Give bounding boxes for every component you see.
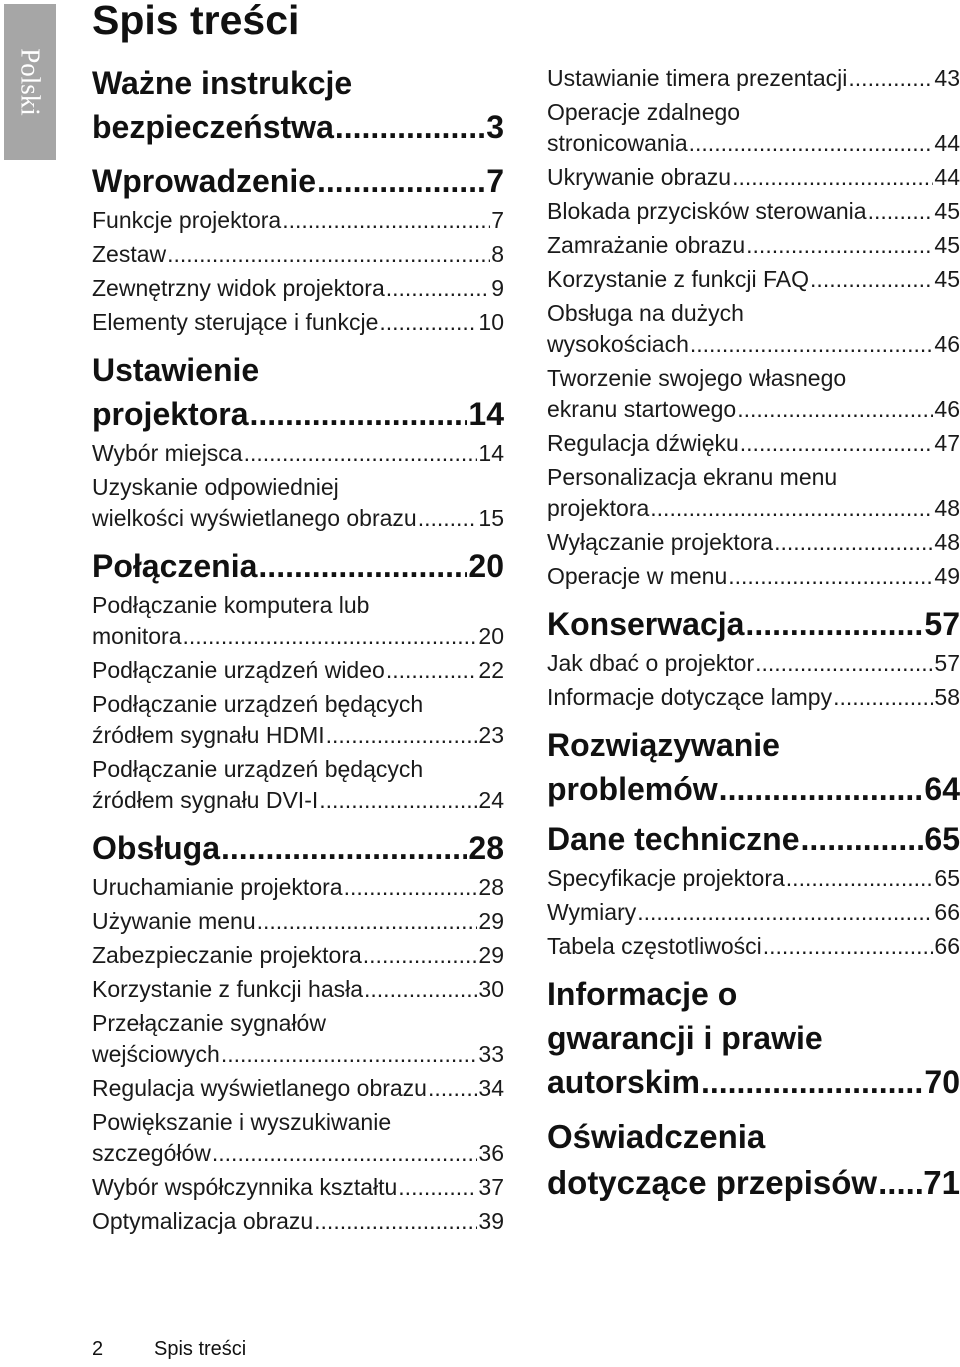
toc-title: Zabezpieczanie projektora [92,942,362,968]
toc-title: projektora [547,495,650,521]
toc-page-number: 44 [934,130,960,156]
toc-title: szczegółów [92,1140,211,1166]
toc-title-line: Ustawienie [92,352,260,388]
dot-leader [258,544,467,588]
dot-leader [182,621,477,652]
toc-section-dane-techniczne[interactable] [547,817,960,861]
toc-title: Ukrywanie obrazu [547,164,732,190]
toc-section-projektora[interactable] [92,348,504,436]
toc-page-number: 15 [478,505,504,531]
dot-leader [637,897,933,928]
toc-left-column [92,61,504,1237]
toc-page-number: 45 [934,198,960,224]
toc-page-number: 71 [923,1164,960,1201]
toc-entry-uzywanie-menu[interactable] [92,906,504,937]
dot-leader [418,503,478,534]
toc-title-line: Podłączanie urządzeń będących [92,756,424,782]
dot-leader [363,940,478,971]
language-tab-label: Polski [15,48,46,116]
toc-entry-operacje-w-menu[interactable] [547,561,960,592]
toc-title: Informacje dotyczące lampy [547,684,833,710]
toc-title-line: Podłączanie komputera lub [92,592,370,618]
toc-entry-wysokosciach[interactable] [547,298,960,360]
toc-title: źródłem sygnału HDMI [92,722,325,748]
dot-leader [745,602,923,646]
toc-page-number: 46 [934,396,960,422]
toc-entry-wymiary[interactable] [547,897,960,928]
toc-title: Blokada przycisków sterowania [547,198,867,224]
toc-entry-tabela-czestotliwosci[interactable] [547,931,960,962]
toc-title: wielkości wyświetlanego obrazu [92,505,417,531]
dot-leader [244,438,478,469]
toc-page-number: 44 [934,164,960,190]
toc-page-number: 14 [478,440,504,466]
toc-section-polaczenia[interactable] [92,544,504,588]
toc-entry-wylaczanie-projektora[interactable] [547,527,960,558]
toc-page-number: 24 [478,787,504,813]
dot-leader [763,931,934,962]
toc-title: źródłem sygnału DVI-I [92,787,319,813]
dot-leader [690,329,934,360]
toc-entry-zabezpieczanie-projektora[interactable] [92,940,504,971]
toc-section-wprowadzenie[interactable] [92,159,504,203]
dot-leader [701,1060,923,1104]
toc-title-line: Informacje o [547,976,738,1012]
toc-entry-uruchamianie-projektora[interactable] [92,872,504,903]
toc-page-number: 43 [934,65,960,91]
dot-leader [167,239,490,270]
toc-page-number: 45 [934,232,960,258]
toc-page-number: 29 [478,942,504,968]
toc-page-number: 3 [486,109,504,145]
toc-page-number: 20 [468,548,504,584]
footer-page-number: 2 [92,1338,104,1360]
dot-leader [732,162,933,193]
dot-leader [719,767,924,811]
toc-title: wejściowych [92,1041,220,1067]
toc-page-number: 64 [924,771,960,807]
toc-page-number: 36 [478,1140,504,1166]
dot-leader [689,128,934,159]
toc-entry-zewnetrzny-widok-projektora[interactable] [92,273,504,304]
toc-page-number: 65 [924,821,960,857]
toc-title-line: Przełączanie sygnałów [92,1010,326,1036]
toc-entry-zestaw[interactable] [92,239,504,270]
toc-entry-korzystanie-z-funkcji-hasla[interactable] [92,974,504,1005]
toc-section-bezpieczenstwa[interactable] [92,61,504,149]
toc-title: Uruchamianie projektora [92,874,343,900]
toc-title: Korzystanie z funkcji hasła [92,976,364,1002]
toc-entry-zrodlem-sygnalu-hdmi[interactable] [92,689,504,751]
toc-title: Jak dbać o projektor [547,650,755,676]
dot-leader [786,863,934,894]
toc-entry-zrodlem-sygnalu-dvi-i[interactable] [92,754,504,816]
toc-entry-projektora[interactable] [547,462,960,524]
toc-title: Funkcje projektora [92,207,282,233]
toc-title: Zestaw [92,241,167,267]
toc-entry-funkcje-projektora[interactable] [92,205,504,236]
toc-title: dotyczące przepisów [547,1164,878,1201]
toc-entry-stronicowania[interactable] [547,97,960,159]
toc-title: Obsługa [92,830,221,866]
dot-leader [774,527,933,558]
toc-title: Wybór współczynnika kształtu [92,1174,398,1200]
toc-entry-ekranu-startowego[interactable] [547,363,960,425]
language-tab [4,4,56,160]
toc-page-number: 48 [934,529,960,555]
toc-section-konserwacja[interactable] [547,602,960,646]
toc-title: monitora [92,623,182,649]
toc-title: Dane techniczne [547,821,800,857]
toc-title-line: Rozwiązywanie [547,727,780,763]
toc-page-number: 57 [934,650,960,676]
toc-entry-informacje-dotyczace-lampy[interactable] [547,682,960,713]
toc-title: Ustawianie timera prezentacji [547,65,848,91]
toc-entry-zamrazanie-obrazu[interactable] [547,230,960,261]
toc-entry-wybor-miejsca[interactable] [92,438,504,469]
toc-section-obsluga[interactable] [92,826,504,870]
toc-section-problemow[interactable] [547,723,960,811]
dot-leader [326,720,478,751]
toc-page-number: 47 [934,430,960,456]
toc-entry-jak-dbac-o-projektor[interactable] [547,648,960,679]
toc-page-number: 70 [924,1064,960,1100]
dot-leader [650,493,933,524]
toc-page-number: 14 [468,396,504,432]
toc-title: Korzystanie z funkcji FAQ [547,266,810,292]
toc-page-number: 20 [478,623,504,649]
toc-entry-wielkosci-wyswietlanego-obrazu[interactable] [92,472,504,534]
dot-leader [319,785,477,816]
toc-entry-elementy-sterujace-i-funkcje[interactable] [92,307,504,338]
toc-page-number: 28 [468,830,504,866]
toc-page-number: 33 [478,1041,504,1067]
toc-title: wysokościach [547,331,689,357]
toc-title: Konserwacja [547,606,745,642]
dot-leader [848,63,933,94]
dot-leader [221,826,467,870]
toc-title-line: Ważne instrukcje [92,65,353,101]
dot-leader [801,817,924,861]
toc-title-line: Operacje zdalnego [547,99,741,125]
toc-section-autorskim[interactable] [547,972,960,1104]
dot-leader [386,655,478,686]
toc-entry-regulacja-wyswietlanego-obrazu[interactable] [92,1073,504,1104]
dot-leader [317,159,485,203]
toc-page-number: 58 [934,684,960,710]
toc-title-line: Powiększanie i wyszukiwanie [92,1109,392,1135]
dot-leader [833,682,933,713]
dot-leader [868,196,934,227]
toc-page-number: 23 [478,722,504,748]
toc-page-number: 65 [934,865,960,891]
toc-entry-szczegolow[interactable] [92,1107,504,1169]
toc-entry-ukrywanie-obrazu[interactable] [547,162,960,193]
dot-leader [878,1160,922,1206]
toc-title: Operacje w menu [547,563,728,589]
toc-entry-korzystanie-z-funkcji-faq[interactable] [547,264,960,295]
dot-leader [398,1172,477,1203]
toc-title: Podłączanie urządzeń wideo [92,657,385,683]
toc-page-number: 66 [934,933,960,959]
toc-page-number: 66 [934,899,960,925]
toc-entry-blokada-przyciskow-sterowania[interactable] [547,196,960,227]
toc-page-number: 22 [478,657,504,683]
toc-page-number: 7 [491,207,504,233]
toc-page-number: 28 [478,874,504,900]
toc-page-number: 8 [491,241,504,267]
toc-section-dotyczace-przepisow[interactable] [547,1114,960,1206]
toc-title: Specyfikacje projektora [547,865,785,891]
dot-leader [314,1206,477,1237]
dot-leader [740,428,934,459]
toc-page-number: 10 [478,309,504,335]
toc-title: Regulacja wyświetlanego obrazu [92,1075,427,1101]
toc-entry-wejsciowych[interactable] [92,1008,504,1070]
toc-page-number: 45 [934,266,960,292]
toc-entry-monitora[interactable] [92,590,504,652]
toc-entry-podlaczanie-urzadzen-wideo[interactable] [92,655,504,686]
dot-leader [379,307,477,338]
toc-page-number: 46 [934,331,960,357]
toc-entry-specyfikacje-projektora[interactable] [547,863,960,894]
toc-title-line: Uzyskanie odpowiedniej [92,474,339,500]
dot-leader [282,205,490,236]
toc-title-line: Obsługa na dużych [547,300,744,326]
dot-leader [364,974,477,1005]
toc-title: bezpieczeństwa [92,109,334,145]
toc-page-number: 29 [478,908,504,934]
dot-leader [221,1039,478,1070]
toc-title: stronicowania [547,130,688,156]
toc-title-line: Podłączanie urządzeń będących [92,691,424,717]
toc-title: Optymalizacja obrazu [92,1208,314,1234]
page-title: Spis treści [92,0,300,43]
dot-leader [728,561,933,592]
toc-page-number: 39 [478,1208,504,1234]
toc-entry-regulacja-dzwieku[interactable] [547,428,960,459]
toc-title: Wprowadzenie [92,163,317,199]
toc-title: Zamrażanie obrazu [547,232,746,258]
toc-title: Wyłączanie projektora [547,529,774,555]
toc-title: Wymiary [547,899,637,925]
toc-title: Używanie menu [92,908,256,934]
toc-entry-optymalizacja-obrazu[interactable] [92,1206,504,1237]
toc-page-number: 7 [486,163,504,199]
dot-leader [249,392,467,436]
toc-title: Wybór miejsca [92,440,243,466]
toc-page-number: 30 [478,976,504,1002]
toc-title-line: Personalizacja ekranu menu [547,464,838,490]
dot-leader [257,906,478,937]
toc-title: Regulacja dźwięku [547,430,739,456]
dot-leader [746,230,933,261]
dot-leader [335,105,485,149]
toc-title: Elementy sterujące i funkcje [92,309,379,335]
toc-page-number: 49 [934,563,960,589]
dot-leader [386,273,490,304]
toc-entry-ustawianie-timera-prezentacji[interactable] [547,63,960,94]
footer-section-title: Spis treści [154,1338,247,1360]
dot-leader [212,1138,478,1169]
toc-page-number: 57 [924,606,960,642]
toc-title-line: gwarancji i prawie [547,1020,823,1056]
toc-title: Tabela częstotliwości [547,933,762,959]
toc-title: autorskim [547,1064,700,1100]
toc-title: ekranu startowego [547,396,737,422]
toc-right-column [547,63,960,1206]
toc-title: problemów [547,771,718,807]
toc-title-line: Tworzenie swojego własnego [547,365,847,391]
dot-leader [344,872,478,903]
toc-title-line: Oświadczenia [547,1118,766,1155]
dot-leader [810,264,933,295]
dot-leader [737,394,933,425]
toc-page-number: 34 [478,1075,504,1101]
toc-title: projektora [92,396,249,432]
toc-page-number: 9 [491,275,504,301]
toc-entry-wybor-wspolczynnika-ksztaltu[interactable] [92,1172,504,1203]
toc-page-number: 48 [934,495,960,521]
dot-leader [428,1073,477,1104]
toc-page-number: 37 [478,1174,504,1200]
toc-title: Połączenia [92,548,258,584]
dot-leader [755,648,933,679]
toc-title: Zewnętrzny widok projektora [92,275,385,301]
